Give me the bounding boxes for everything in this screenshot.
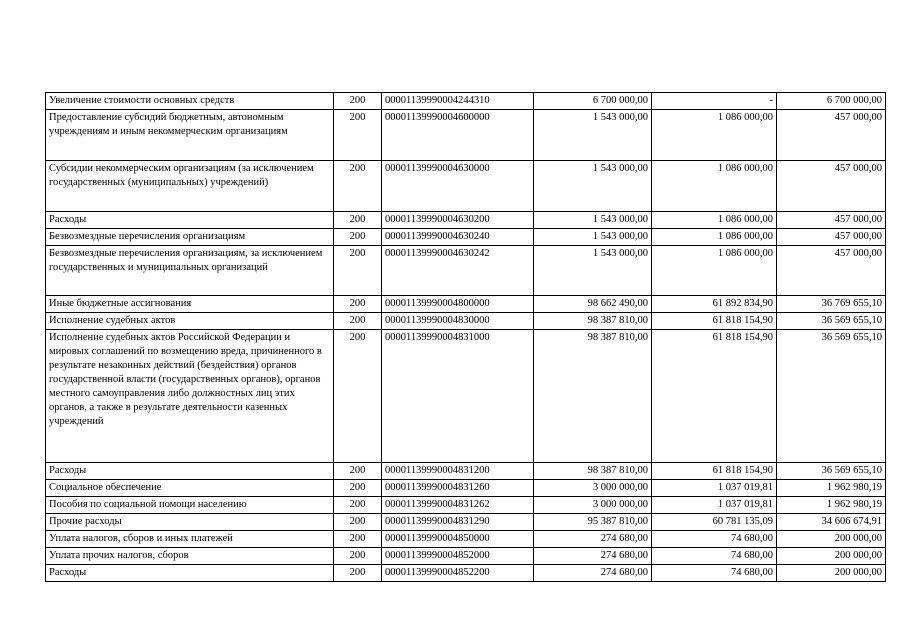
row-line-code: 200 [334,497,382,514]
row-name: Безвозмездные перечисления организациям [46,229,334,246]
row-approved-amount: 1 543 000,00 [534,110,652,161]
table-row [46,480,886,497]
row-executed-amount: 1 086 000,00 [652,110,777,161]
row-unexecuted-amount: 36 569 655,10 [777,313,886,330]
row-unexecuted-amount: 457 000,00 [777,161,886,212]
row-classification-code: 00001139990004800000 [382,296,534,313]
row-executed-amount: 61 818 154,90 [652,330,777,463]
row-executed-amount: 1 086 000,00 [652,161,777,212]
row-approved-amount: 6 700 000,00 [534,93,652,110]
row-classification-code: 00001139990004831290 [382,514,534,531]
row-name: Предоставление субсидий бюджетным, автономным учреждениям и иным некоммерческим организациям [46,110,334,161]
row-name: Социальное обеспечение [46,480,334,497]
row-approved-amount: 274 680,00 [534,548,652,565]
row-name: Пособия по социальной помощи населению [46,497,334,514]
row-approved-amount: 1 543 000,00 [534,229,652,246]
row-line-code: 200 [334,463,382,480]
row-line-code: 200 [334,330,382,463]
row-classification-code: 00001139990004630240 [382,229,534,246]
row-name: Иные бюджетные ассигнования [46,296,334,313]
table-row [46,514,886,531]
row-name: Расходы [46,212,334,229]
row-line-code: 200 [334,296,382,313]
row-name: Увеличение стоимости основных средств [46,93,334,110]
row-approved-amount: 3 000 000,00 [534,480,652,497]
row-executed-amount: 74 680,00 [652,548,777,565]
row-classification-code: 00001139990004630242 [382,246,534,296]
row-classification-code: 00001139990004630200 [382,212,534,229]
row-line-code: 200 [334,565,382,582]
row-classification-code: 00001139990004852200 [382,565,534,582]
row-unexecuted-amount: 200 000,00 [777,548,886,565]
row-name: Расходы [46,463,334,480]
row-approved-amount: 1 543 000,00 [534,246,652,296]
row-line-code: 200 [334,246,382,296]
row-name: Безвозмездные перечисления организациям, за исключением государственных и муниципальных организаций [46,246,334,296]
row-executed-amount: 1 037 019,81 [652,497,777,514]
row-unexecuted-amount: 1 962 980,19 [777,497,886,514]
row-executed-amount: 61 818 154,90 [652,463,777,480]
row-unexecuted-amount: 6 700 000,00 [777,93,886,110]
table-row [46,212,886,229]
row-classification-code: 00001139990004630000 [382,161,534,212]
table-row [46,531,886,548]
row-line-code: 200 [334,93,382,110]
row-approved-amount: 95 387 810,00 [534,514,652,531]
budget-execution-table [45,92,886,582]
row-unexecuted-amount: 1 962 980,19 [777,480,886,497]
table-row [46,497,886,514]
row-approved-amount: 3 000 000,00 [534,497,652,514]
row-approved-amount: 274 680,00 [534,565,652,582]
row-unexecuted-amount: 36 769 655,10 [777,296,886,313]
row-name: Расходы [46,565,334,582]
row-executed-amount: 1 086 000,00 [652,229,777,246]
table-row [46,93,886,110]
row-unexecuted-amount: 36 569 655,10 [777,330,886,463]
row-unexecuted-amount: 457 000,00 [777,229,886,246]
table-row [46,296,886,313]
table-row [46,110,886,161]
table-row [46,313,886,330]
row-unexecuted-amount: 36 569 655,10 [777,463,886,480]
row-approved-amount: 98 387 810,00 [534,330,652,463]
row-unexecuted-amount: 200 000,00 [777,565,886,582]
row-classification-code: 00001139990004831262 [382,497,534,514]
row-approved-amount: 1 543 000,00 [534,212,652,229]
table-row [46,330,886,463]
table-row [46,463,886,480]
row-classification-code: 00001139990004831200 [382,463,534,480]
row-name: Субсидии некоммерческим организациям (за исключением государственных (муниципальных) учреждений) [46,161,334,212]
row-approved-amount: 98 662 490,00 [534,296,652,313]
row-executed-amount: 74 680,00 [652,565,777,582]
row-classification-code: 00001139990004830000 [382,313,534,330]
row-classification-code: 00001139990004831000 [382,330,534,463]
row-executed-amount: 61 818 154,90 [652,313,777,330]
table-row [46,229,886,246]
row-classification-code: 00001139990004852000 [382,548,534,565]
row-name: Исполнение судебных актов [46,313,334,330]
row-unexecuted-amount: 34 606 674,91 [777,514,886,531]
row-executed-amount: 60 781 135,09 [652,514,777,531]
row-executed-amount: 61 892 834,90 [652,296,777,313]
row-approved-amount: 1 543 000,00 [534,161,652,212]
row-classification-code: 00001139990004244310 [382,93,534,110]
row-executed-amount: 1 037 019,81 [652,480,777,497]
row-executed-amount: - [652,93,777,110]
row-unexecuted-amount: 457 000,00 [777,110,886,161]
row-executed-amount: 1 086 000,00 [652,246,777,296]
table-row [46,565,886,582]
row-line-code: 200 [334,548,382,565]
row-approved-amount: 98 387 810,00 [534,463,652,480]
row-classification-code: 00001139990004831260 [382,480,534,497]
row-name: Прочие расходы [46,514,334,531]
row-line-code: 200 [334,531,382,548]
row-line-code: 200 [334,480,382,497]
row-unexecuted-amount: 457 000,00 [777,212,886,229]
row-executed-amount: 1 086 000,00 [652,212,777,229]
row-line-code: 200 [334,161,382,212]
row-name: Исполнение судебных актов Российской Федерации и мировых соглашений по возмещению вреда, причиненного в результате незаконных действий (бездействия) органов государственной власти (государственных органов), органов местного самоуправления либо должностных лиц этих органов, а также в результате деятельности казенных учреждений [46,330,334,463]
table-row [46,246,886,296]
row-line-code: 200 [334,313,382,330]
row-approved-amount: 98 387 810,00 [534,313,652,330]
row-name: Уплата прочих налогов, сборов [46,548,334,565]
row-line-code: 200 [334,212,382,229]
row-line-code: 200 [334,110,382,161]
row-classification-code: 00001139990004600000 [382,110,534,161]
table-row [46,161,886,212]
row-executed-amount: 74 680,00 [652,531,777,548]
row-unexecuted-amount: 457 000,00 [777,246,886,296]
row-approved-amount: 274 680,00 [534,531,652,548]
table-row [46,548,886,565]
row-line-code: 200 [334,514,382,531]
table-body [46,93,886,582]
row-name: Уплата налогов, сборов и иных платежей [46,531,334,548]
row-line-code: 200 [334,229,382,246]
row-classification-code: 00001139990004850000 [382,531,534,548]
row-unexecuted-amount: 200 000,00 [777,531,886,548]
